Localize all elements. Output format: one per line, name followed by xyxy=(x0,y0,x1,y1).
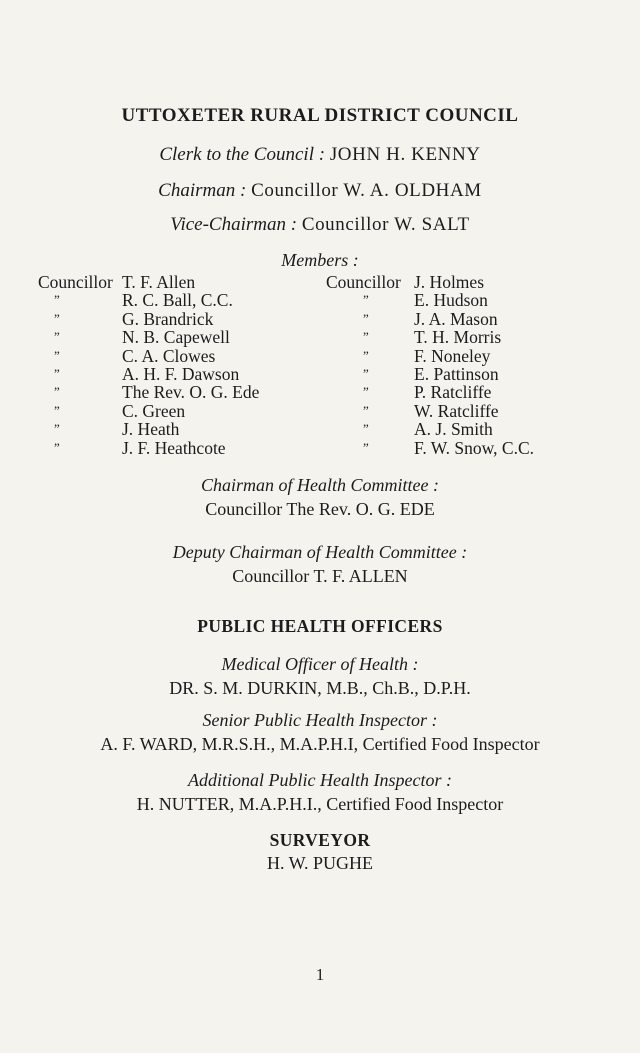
ditto-mark: ” xyxy=(54,421,60,437)
member-row xyxy=(326,328,626,346)
member-row xyxy=(38,328,308,346)
member-name: T. H. Morris xyxy=(414,327,502,348)
member-row xyxy=(38,365,308,383)
member-row xyxy=(38,291,308,309)
ditto-mark: ” xyxy=(54,329,60,345)
member-row xyxy=(38,347,308,365)
member-prefix: Councillor xyxy=(326,272,401,292)
additional-phi-label: Additional Public Health Inspector : xyxy=(188,770,452,790)
member-name: J. F. Heathcote xyxy=(122,437,226,458)
surveyor-heading: SURVEYOR xyxy=(269,830,371,850)
ditto-mark: ” xyxy=(363,439,369,455)
member-name: F. W. Snow, C.C. xyxy=(414,437,535,458)
vice-chairman-name: Councillor W. SALT xyxy=(301,214,470,235)
ditto-mark: ” xyxy=(363,384,369,400)
chairman-label: Chairman : xyxy=(158,180,247,201)
member-name: F. Noneley xyxy=(414,345,491,366)
vice-chairman-line xyxy=(0,214,640,236)
member-row xyxy=(326,420,626,438)
member-name: W. Ratcliffe xyxy=(414,400,499,421)
member-name: G. Brandrick xyxy=(122,308,214,329)
member-name: R. C. Ball, C.C. xyxy=(122,290,233,311)
member-row xyxy=(38,420,308,438)
member-name: J. Heath xyxy=(122,419,180,440)
member-name: T. F. Allen xyxy=(122,272,196,292)
ditto-mark: ” xyxy=(54,292,60,308)
health-chairman-name: Councillor The Rev. O. G. EDE xyxy=(205,499,435,519)
council-title: UTTOXETER RURAL DISTRICT COUNCIL xyxy=(121,105,519,126)
member-name: J. Holmes xyxy=(414,272,484,292)
moh-label: Medical Officer of Health : xyxy=(221,654,419,674)
member-row xyxy=(326,273,626,291)
ditto-mark: ” xyxy=(54,402,60,418)
member-row xyxy=(38,310,308,328)
members-column-right xyxy=(326,273,626,457)
ditto-mark: ” xyxy=(54,384,60,400)
member-row xyxy=(38,402,308,420)
members-heading: Members : xyxy=(281,250,359,270)
member-row xyxy=(326,291,626,309)
ditto-mark: ” xyxy=(54,439,60,455)
member-name: C. Green xyxy=(122,400,186,421)
chairman-line xyxy=(0,180,640,202)
member-name: A. H. F. Dawson xyxy=(122,363,240,384)
chairman-name: Councillor W. A. OLDHAM xyxy=(251,180,482,201)
member-row xyxy=(326,402,626,420)
member-name: A. J. Smith xyxy=(414,419,493,440)
clerk-name: JOHN H. KENNY xyxy=(329,144,481,165)
ditto-mark: ” xyxy=(363,365,369,381)
moh-name: DR. S. M. DURKIN, M.B., Ch.B., D.P.H. xyxy=(169,678,471,698)
surveyor-name: H. W. PUGHE xyxy=(266,853,373,873)
member-row xyxy=(38,273,308,291)
health-chairman-label: Chairman of Health Committee : xyxy=(201,475,439,495)
member-name: N. B. Capewell xyxy=(122,327,230,348)
member-row xyxy=(326,347,626,365)
ditto-mark: ” xyxy=(54,365,60,381)
ditto-mark: ” xyxy=(363,421,369,437)
member-prefix: Councillor xyxy=(38,272,113,292)
public-health-heading: PUBLIC HEALTH OFFICERS xyxy=(197,616,443,636)
ditto-mark: ” xyxy=(363,310,369,326)
senior-phi-label: Senior Public Health Inspector : xyxy=(202,710,438,730)
senior-phi-name: A. F. WARD, M.R.S.H., M.A.P.H.I, Certified Food Inspector xyxy=(100,734,540,754)
ditto-mark: ” xyxy=(54,347,60,363)
additional-phi-name: H. NUTTER, M.A.P.H.I., Certified Food Inspector xyxy=(136,794,504,814)
member-name: E. Pattinson xyxy=(414,363,499,384)
member-row xyxy=(326,310,626,328)
deputy-health-chairman-label: Deputy Chairman of Health Committee : xyxy=(172,542,468,562)
member-row xyxy=(38,383,308,401)
ditto-mark: ” xyxy=(363,329,369,345)
ditto-mark: ” xyxy=(363,292,369,308)
ditto-mark: ” xyxy=(363,402,369,418)
deputy-health-chairman-name: Councillor T. F. ALLEN xyxy=(232,566,408,586)
member-name: P. Ratcliffe xyxy=(414,382,492,403)
member-row xyxy=(326,383,626,401)
member-name: E. Hudson xyxy=(414,290,488,311)
vice-chairman-label: Vice-Chairman : xyxy=(170,214,298,235)
ditto-mark: ” xyxy=(54,310,60,326)
member-name: J. A. Mason xyxy=(414,308,498,329)
members-column-left xyxy=(38,273,308,457)
page-number: 1 xyxy=(315,965,325,984)
member-name: C. A. Clowes xyxy=(122,345,216,366)
member-row xyxy=(326,365,626,383)
member-row xyxy=(326,439,626,457)
member-row xyxy=(38,439,308,457)
member-name: The Rev. O. G. Ede xyxy=(122,382,260,403)
ditto-mark: ” xyxy=(363,347,369,363)
clerk-line xyxy=(0,144,640,166)
clerk-label: Clerk to the Council : xyxy=(159,144,326,165)
